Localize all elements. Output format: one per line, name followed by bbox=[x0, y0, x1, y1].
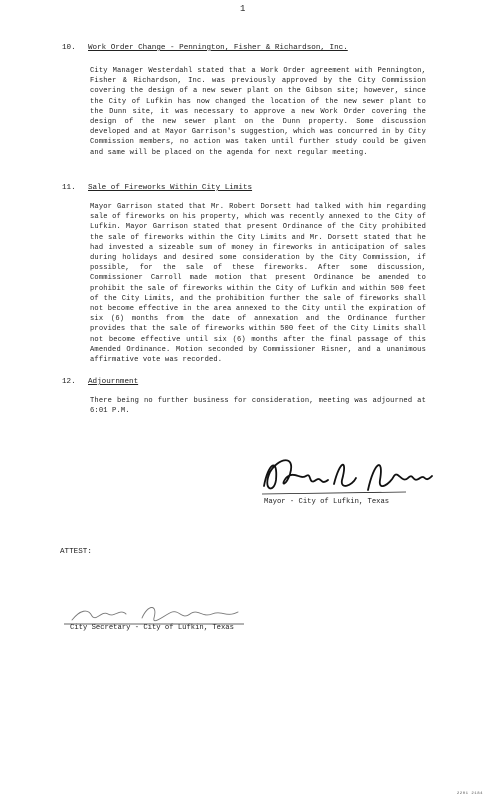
item-heading: Adjournment bbox=[88, 378, 139, 386]
footer-mark: 2201 2184 bbox=[456, 792, 483, 796]
attest-label: ATTEST: bbox=[60, 548, 92, 556]
item-number: 11. bbox=[62, 184, 76, 192]
item-heading: Sale of Fireworks Within City Limits bbox=[88, 184, 253, 192]
page-number: 1 bbox=[240, 4, 246, 14]
item-11-body: Mayor Garrison stated that Mr. Robert Dorsett had talked with him regarding sale of fireworks on his property, which was recently annexed to the City of Lufkin. Mayor Garrison stated that present Ordinance of the City prohibited the sale of fireworks within the City Limits and Mr. Dorsett stated that he had invested a sizeable sum of money in fireworks in anticipation of sales during holidays and desired some consideration by the City Commission, if possible, for the sale of these fireworks. After some discussion, Commissioner Carroll made motion that present Ordinance be amended to prohibit the sale of fireworks within the City of Lufkin and within 500 feet of the City Limits, and the prohibition further the sale of fireworks shall not become effective in the area annexed to the City until the expiration of six (6) months from the date of annexation and the Ordinance further provides that the sale of fireworks within 500 feet of the City Limits shall not become effective until six (6) months after the final passage of this Amended Ordinance. Motion seconded by Commissioner Risner, and a unanimous affirmative vote was recorded. bbox=[90, 203, 426, 365]
mayor-caption: Mayor - City of Lufkin, Texas bbox=[264, 498, 390, 506]
item-heading: Work Order Change - Pennington, Fisher & Richardson, Inc. bbox=[88, 44, 348, 52]
item-number: 12. bbox=[62, 378, 76, 386]
mayor-signature bbox=[256, 450, 436, 502]
item-12-body: There being no further business for consideration, meeting was adjourned at 6:01 P.M. bbox=[90, 397, 426, 416]
secretary-caption: City Secretary - City of Lufkin, Texas bbox=[70, 624, 234, 632]
item-10-body: City Manager Westerdahl stated that a Work Order agreement with Pennington, Fisher & Richardson, Inc. was previously approved by the City Commission covering the design of a new sewer plant on the Gibson site; however, since the City of Lufkin has now changed the location of the new sewer plant to the Dunn site, it was necessary to approve a new Work Order covering the design of the new sewer plant on the Dunn property. Some discussion developed and at Mayor Garrison's suggestion, which was concurred in by City Commission members, no action was taken until further study could be given and same will be placed on the agenda for next regular meeting. bbox=[90, 67, 426, 157]
item-number: 10. bbox=[62, 44, 76, 52]
